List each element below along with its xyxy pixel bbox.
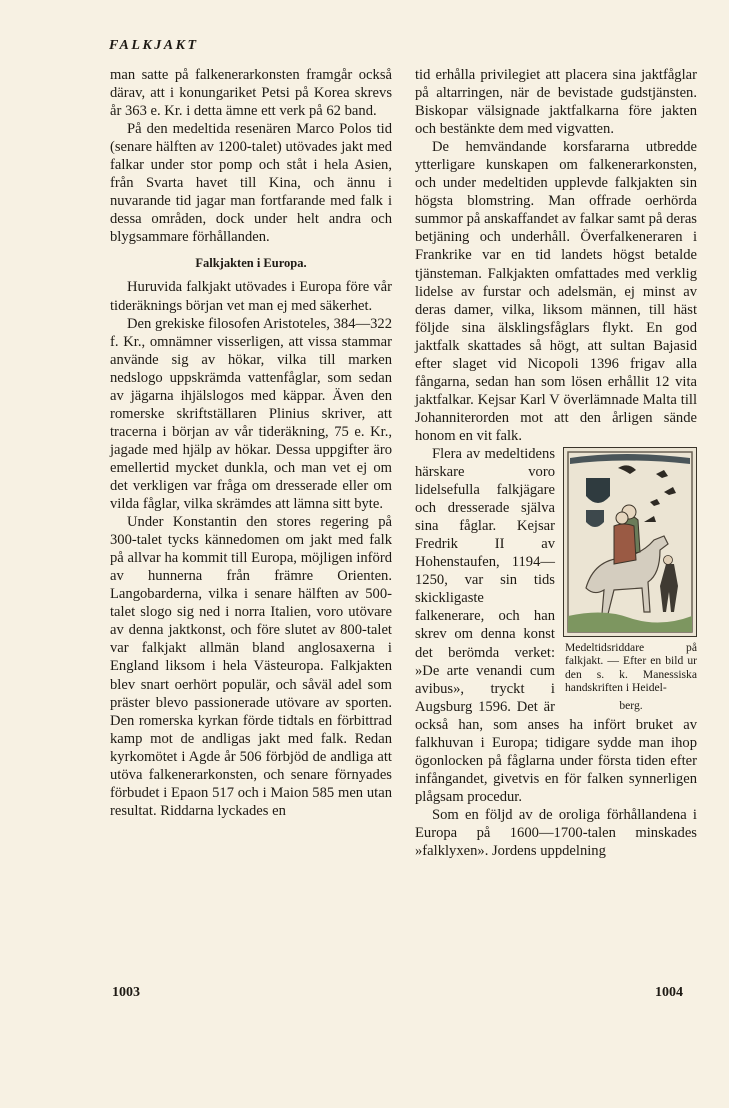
paragraph: man satte på falkenerarkonsten framgår också därav, att i konungariket Petsi på Korea skrevs år 363 e. Kr. i detta ämne ett verk på 62 band. xyxy=(110,67,392,120)
left-column xyxy=(110,66,392,820)
paragraph: Huruvida falkjakt utövades i Europa före vår tideräknings början vet man ej med säkerhet. xyxy=(110,279,392,314)
figure-caption-end: berg. xyxy=(619,698,643,712)
right-column xyxy=(415,66,697,860)
figure xyxy=(563,447,697,712)
paragraph: Som en följd av de oroliga förhållandena i Europa på 1600—1700-talen minskades »falklyxen». Jordens uppdelning xyxy=(415,806,697,860)
shield-icon xyxy=(586,478,610,503)
running-head: FALKJAKT xyxy=(109,38,199,53)
paragraph: De hemvändande korsfararna utbredde ytterligare kunskapen om falkenerarkonsten, och under medeltiden upplevde falkjakten sin högsta blomstring. Man offrade oerhörda summor på anskaffandet av falkar samt på deras betjäning och underhåll. Överfalkeneraren i Frankrike var en tid landets högst betalde tjänsteman. Falkjakten omfattades med verklig lidelse av furstar och adelsmän, ej minst av deras damer, vilka, liksom männen, till häst följde sina älsklingsfåglars flykt. En god jaktfalk skattades så högt, att sultan Bajasid efter slaget vid Nicopoli 1396 frigav alla fångarna, sedan han som lösen erhållit 12 vita jaktfalkar. Kejsar Karl V överlämnade Malta till Johanniterorden mot att den årligen sände honom en vit falk. xyxy=(415,139,697,444)
page-number-right: 1004 xyxy=(655,985,683,1000)
paragraph: På den medeltida resenären Marco Polos tid (senare hälften av 1200-talet) utövades jakt med falkar under stor pomp och ståt i hela Asien, från Svarta havet till Kina, och ännu i nuvarande tid jagar man fortfarande med falk i dessa områden, dock under helt andra och blygsammare förhållanden. xyxy=(110,121,392,246)
section-heading: Falkjakten i Europa. xyxy=(195,256,307,271)
falconer-illustration xyxy=(563,447,697,637)
paragraph: tid erhålla privilegiet att placera sina jaktfåglar på altarringen, när de bevistade gudstjänsten. Biskopar välsignade jaktfalkarna före jakten och bestänkte dem med vigvatten. xyxy=(415,67,697,138)
paragraph: Den grekiske filosofen Aristoteles, 384—322 f. Kr., omnämner visserligen, att vissa stammar använde sig av hökar, vilka till marken nedslogo uppskrämda vattenfåglar, som sedan av jägarna ihjälslogos med käppar. Även den romerske skriftställaren Plinius skriver, att tracerna i början av vår tideräkning, 75 e. Kr., jagade med hjälp av hökar. Dessa uppgifter äro emellertid mycket dunkla, och man vet ej om det verkligen var fråga om dresserade eller om vilda fåglar, vilka skrämdes att lämna sitt byte. xyxy=(110,315,392,513)
paragraph: Flera av medeltidens härskare voro lidelsefulla falkjägare och dresserade själva sina fåglar. Kejsar Fredrik II av Hohenstaufen, 1194—1250, var sin tids skickligaste falkenerare, och han skrev om denna konst det berömda verket: »De arte venandi cum avibus», tryckt i Augsburg 1596. Det är också han, som anses ha infört bruket av falkhuvan i Europa; tidigare sydde man ihop ögonlocken på fåglarna under första tiden efter infångandet, givetvis en för falken synnerligen plågsam procedur. xyxy=(415,445,697,805)
figure-caption: Medeltidsriddare på falkjakt. — Efter en bild ur den s. k. Manessiska handskriften i Heidel- xyxy=(565,640,697,695)
page-number-left: 1003 xyxy=(112,985,140,1000)
paragraph: Under Konstantin den stores regering på 300-talet tycks kännedomen om jakt med falk på allvar ha kommit till Europa, möjligen införd av hunnerna från främre Orienten. Langobarderna, vilka i senare hälften av 500-talet slogo sig ned i norra Italien, voro utövare av denna jaktkonst, och före slutet av 800-talet var falkjakt allmän bland anglosaxerna i England liksom i hela Västeuropa. Falkjakten blev snart oerhört populär, och såväl adel som präster blevo passionerade utövare av sporten. Den romerska kyrkan förde tidtals en förbittrad kamp mot de andligas jakt med falk. Redan kyrkomötet i Agde år 506 förbjöd de andliga att utöva falkenerarkonsten, och senare förnyades förbudet i Epaon 517 och i Maion 585 men utan resultat. Riddarna lyckades en xyxy=(110,514,392,819)
